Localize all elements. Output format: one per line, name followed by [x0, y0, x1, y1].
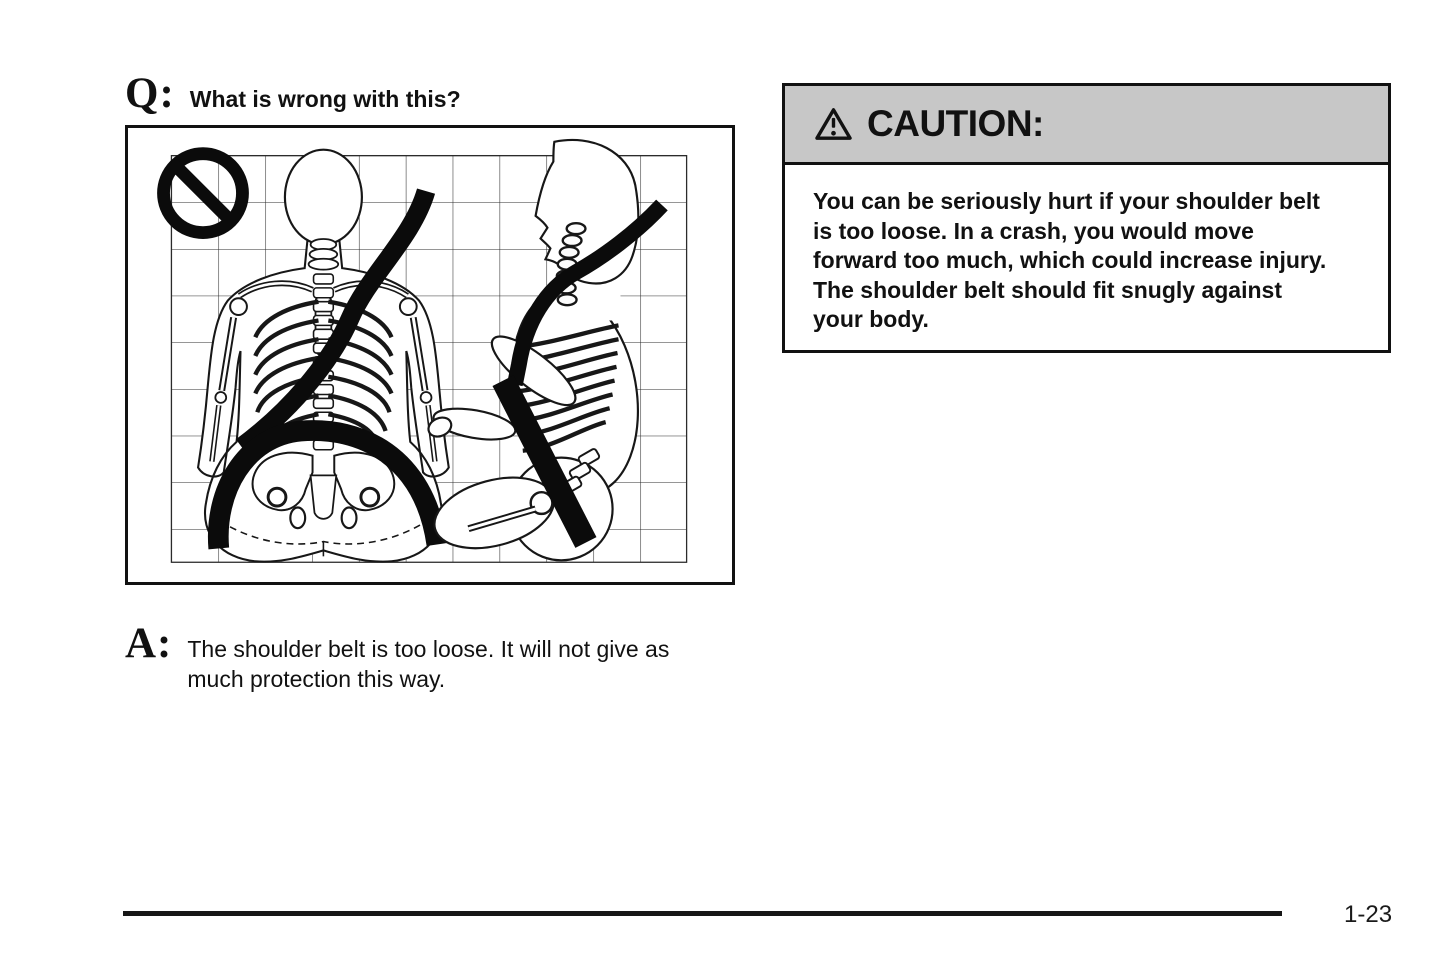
caution-header — [785, 86, 1388, 165]
question-text: What is wrong with this? — [189, 86, 461, 112]
page-number: 1-23 — [1344, 901, 1393, 928]
caution-box — [782, 83, 1391, 353]
answer-text — [187, 634, 669, 694]
question-section — [125, 72, 461, 115]
caution-body — [785, 165, 1388, 357]
caution-line: The shoulder belt should fit snugly against — [813, 276, 1282, 303]
caution-title: CAUTION: — [867, 103, 1044, 144]
answer-section — [125, 622, 669, 694]
question-prefix: Q: — [125, 70, 175, 117]
caution-line: is too loose. In a crash, you would move — [813, 217, 1254, 244]
answer-line: The shoulder belt is too loose. It will not give as — [187, 636, 670, 662]
warning-triangle-icon — [813, 107, 854, 141]
seatbelt-illustration-svg — [128, 128, 732, 582]
seatbelt-illustration — [125, 125, 735, 585]
caution-line: forward too much, which could increase injury. — [813, 247, 1327, 273]
footer-rule — [123, 911, 1282, 916]
answer-line: much protection this way. — [187, 666, 446, 692]
caution-line: your body. — [813, 306, 929, 332]
caution-line: You can be seriously hurt if your shoulder belt — [813, 188, 1320, 214]
answer-prefix: A: — [125, 620, 173, 667]
